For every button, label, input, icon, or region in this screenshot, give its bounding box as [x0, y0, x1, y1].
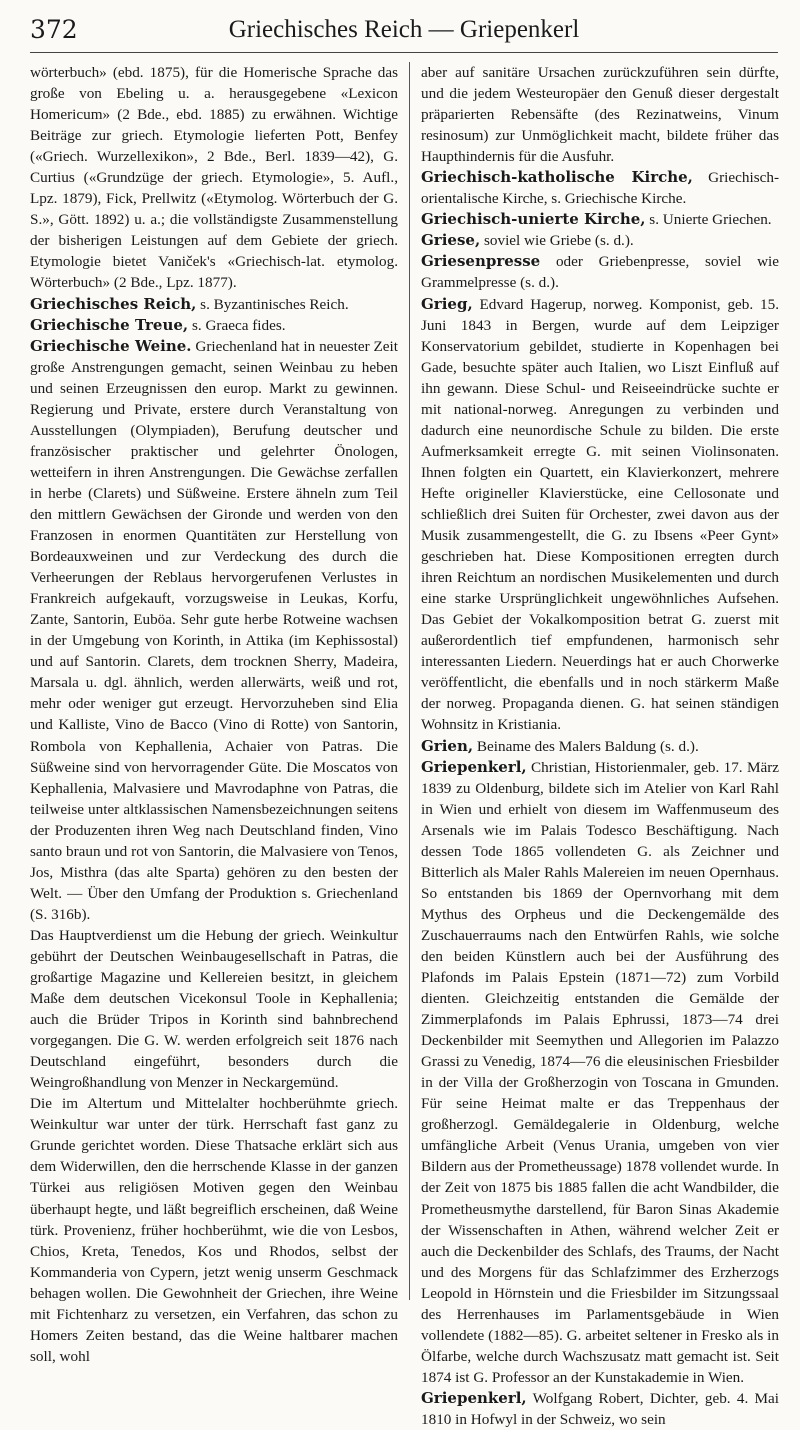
entry-text: s. Byzantinisches Reich. [196, 295, 349, 313]
entry-text: Griechenland hat in neuester Zeit große Anstrengungen gemacht, seinen Weinbau zu heben und seinen Erzeugnissen den europ. Markt zu gewinnen. Regierung und Private, erstere durch Veranstaltung von Ausstellungen (Olympiaden), Berufung deutscher und französischer praktischer und gelehrter Önologen, wetteifern in ihren Anstrengungen. Die Gewächse zerfallen in herbe (Clarets) und Süßweine. Erstere ähneln zum Teil den mittlern Gewächsen der Gironde und werden von den Franzosen in enormen Quantitäten zur Herstellung von Bordeauxweinen und zur Verdeckung des durch die Verheerungen der Reblaus hervorgerufenen Verlustes in Frankreich aufgekauft, vorzugsweise in Leukas, Korfu, Zante, Santorin, Euböa. Sehr gute herbe Rotweine wachsen in der Umgebung von Korinth, in Attika (im Kephissostal) und auf Santorin. Clarets, dem trocknen Sherry, Madeira, Marsala u. dgl. ähnlich, werden allerwärts, weiß und rot, mehr oder weniger gut erzeugt. Hervorzuheben sind Elia und Kalliste, Vino de Bacco (Vino di Rotte) von Santorin, Rombola von Kephallenia, Achaier von Patras. Die Süßweine sind von hervorragender Güte. Die Moscatos von Kephallenia, Malvasiere und Mavrodaphne von Patras, die teilweise unter altklassischen Namensbezeichnungen seitens der Produzenten ihren Weg nach Deutschland finden, Vino santo braun und rot von Santorin, die Malvasiere von Tenos, Jos, Misthra (das alte Sparta) gehören zu den besten der Welt. — Über den Umfang der Produktion s. Griechenland (S. 316b). [30, 337, 398, 923]
entry-text: Griechisch-orientalische Kirche, s. Griechische Kirche. [421, 169, 779, 208]
dictionary-entry [421, 251, 779, 293]
entry-text: Edvard Hagerup, norweg. Komponist, geb. 15. Juni 1843 in Bergen, wurde auf dem Leipziger Konservatorium gebildet, studierte in Kopenhagen bei Gade, besuchte später auch Italien, wo Liszt Einfluß auf ihn gewann. Diese Schul- und Reiseeindrücke suchte er mit national-norweg. Anregungen zu verbinden und dadurch eine neunordische Schule zu bilden. Die erste Aufmerksamkeit erregte G. mit seinen Violinsonaten. Ihnen folgten ein Quartett, ein Klavierkonzert, mehrere Hefte origineller Klavierstücke, eine Cellosonate und schließlich drei Suiten für Orchester, zwei davon aus der Musik zusammengestellt, die G. zu Ibsens «Peer Gynt» geschrieben hat. Diese Kompositionen erregten durch ihren Reichtum an nordischen Musikelementen und durch eine starke Ursprünglichkeit ungewöhnliches Aufsehen. Das Gebiet der Vokalkomposition betrat G. zuerst mit außerordentlich tief empfundenen, harmonisch sehr interessanten Liedern. Neuerdings hat er auch Chorwerke veröffentlicht, die ebenfalls und in noch stärkerm Maße der norweg. Propaganda dienen. G. hat seinen ständigen Wohnsitz in Kristiania. [421, 295, 779, 734]
left-column [30, 62, 398, 1365]
entry-paragraph [30, 62, 398, 294]
page-header [30, 10, 778, 50]
entry-paragraph [30, 925, 398, 1093]
dictionary-entry [30, 336, 398, 925]
entry-paragraph [421, 62, 779, 167]
dictionary-entry [421, 230, 779, 251]
entry-headword: Griechische Weine. [30, 336, 192, 355]
entry-text: oder Griebenpresse, soviel wie Grammelpresse (s. d.). [421, 253, 779, 292]
dictionary-entry [30, 294, 398, 315]
column-divider [409, 62, 410, 1300]
entry-text: wörterbuch» (ebd. 1875), für die Homerische Sprache das große von Ebeling u. a. herausgegebene «Lexicon Homericum» (2 Bde., ebd. 1885) zu erwähnen. Wichtige Beiträge zur griech. Etymologie lieferten Pott, Benfey («Griech. Wurzellexikon», 2 Bde., Berl. 1839—42), G. Curtius («Grundzüge der griech. Etymologie», 5. Aufl., Lpz. 1879), Fick, Prellwitz («Etymolog. Wörterbuch der G. S.», Gött. 1892) u. a.; die vollständigste Zusammenstellung der bisherigen Leistungen auf dem Gebiete der griech. Etymologie bietet Vaniček's «Griechisch-lat. etymolog. Wörterbuch» (2 Bde., Lpz. 1877). [30, 64, 398, 292]
entry-text: aber auf sanitäre Ursachen zurückzuführen sein dürfte, und die jedem Westeuropäer den Genuß dieser dergestalt präparierten Rebensäfte (des Rezinatweins, Vinum resinosum) zur Unmöglichkeit macht, bildete früher das Haupthindernis für die Ausfuhr. [421, 64, 779, 166]
entry-headword: Griese, [421, 231, 481, 250]
entry-text: soviel wie Griebe (s. d.). [480, 232, 634, 250]
entry-text: Wolfgang Robert, Dichter, geb. 4. Mai 1810 in Hofwyl in der Schweiz, wo sein [421, 1389, 779, 1428]
running-title: Griechisches Reich — Griepenkerl [228, 16, 580, 43]
dictionary-entry [421, 736, 779, 757]
entry-text: s. Graeca fides. [188, 316, 286, 334]
dictionary-entry [421, 1388, 779, 1430]
entry-headword: Grien, [421, 736, 474, 755]
dictionary-entry [421, 209, 779, 230]
entry-text: Das Hauptverdienst um die Hebung der griech. Weinkultur gebührt der Deutschen Weinbaugesellschaft in Patras, die großartige Magazine und Kellereien besitzt, in gleichem Maße dem deutschen Vicekonsul Toole in Kephallenia; auch die Brüder Tripos in Korinth sind bahnbrechend vorgegangen. Die G. W. werden erfolgreich seit 1876 nach Deutschland eingeführt, besonders durch die Weingroßhandlung von Menzer in Neckargemünd. [30, 926, 398, 1092]
dictionary-entry [421, 294, 779, 736]
entry-text: Die im Altertum und Mittelalter hochberühmte griech. Weinkultur war unter der türk. Herrschaft fast ganz zu Grunde gerichtet worden. Diese Thatsache erklärt sich aus dem Widerwillen, den die herrschende Klasse in der ganzen Türkei aus religiösen Motiven gegen den Weinbau überhaupt hegte, und läßt begreiflich erscheinen, daß Weine türk. Provenienz, früher hochberühmt, wie die von Lesbos, Chios, Kreta, Tenedos, Kos und Rhodos, selbst der Kommanderia von Cypern, jetzt wenig unserm Geschmack behagen wollen. Die Gewohnheit der Griechen, ihre Weine mit Fichtenharz zu versetzen, ein Verfahren, das schon zu Homers Zeiten bestand, das die Weine haltbarer machen soll, wohl [30, 1095, 398, 1365]
entry-headword: Griepenkerl, [421, 1388, 527, 1407]
entry-headword: Griepenkerl, [421, 757, 527, 776]
dictionary-entry [421, 167, 779, 209]
right-column [421, 62, 779, 1428]
dictionary-entry [30, 315, 398, 336]
entry-text: Christian, Historienmaler, geb. 17. März 1839 zu Oldenburg, bildete sich im Atelier von Karl Rahl in Wien und erhielt von diesem im Waffenmuseum des Arsenals wie im Palais Todesco Beschäftigung. Nach dessen Tode 1865 vollendeten G. als Zeichner und Bitterlich als Maler Rahls Malereien im neuen Opernhaus. So entstanden bis 1869 der Opernvorhang mit dem Mythus des Orpheus und die Deckengemälde des Zuschauerraums nach den Entwürfen Rahls, wie solche den beiden Künstlern auch bei der Ausführung des Plafonds im Palais Epstein (1871—72) zum Vorbild dienten. Gleichzeitig entstanden die Gemälde der Zimmerplafonds im Palais Ephrussi, 1873—74 drei Deckenbilder mit Seemythen und Allegorien im Palazzo Grassi zu Venedig, 1874—76 die eleusinischen Friesbilder in der Villa der Großherzogin von Toscana in Gmunden. Für seine Heimat malte er das Treppenhaus der großherzogl. Gemäldegalerie in Oldenburg, welche umfängliche Arbeit (Venus Urania, umgeben von vier Bildern aus der Prometheussage) 1878 vollendet wurde. In der Zeit von 1875 bis 1885 fallen die acht Wandbilder, die Prometheusmythe darstellend, für Baron Sinas Akademie der Wissenschaften in Athen, während welcher Zeit er auch die Deckenbilder des Schlafs, des Traums, der Nacht und des Morgens für das Schlafzimmer des Erzherzogs Leopold in Hörnstein und die Friesbilder im Sitzungssaal des Herrenhauses im Parlamentsgebäude in Wien vollendete (1882—85). G. arbeitet seltener in Fresko als in Ölfarbe, welche durch Wachszusatz matt gemacht ist. Seit 1874 ist G. Professor an der Kunstakademie in Wien. [421, 758, 779, 1386]
entry-text: s. Unierte Griechen. [645, 211, 772, 229]
entry-headword: Griesenpresse [421, 252, 541, 271]
entry-headword: Griechisches Reich, [30, 294, 197, 313]
dictionary-entry [421, 757, 779, 1388]
entry-paragraph [30, 1093, 398, 1367]
entry-headword: Griechische Treue, [30, 315, 189, 334]
page-number: 372 [30, 15, 78, 44]
entry-headword: Griechisch-katholische Kirche, [421, 168, 693, 187]
entry-headword: Griechisch-unierte Kirche, [421, 210, 646, 229]
entry-text: Beiname des Malers Baldung (s. d.). [473, 737, 699, 755]
header-rule [30, 52, 778, 53]
entry-headword: Grieg, [421, 294, 473, 313]
